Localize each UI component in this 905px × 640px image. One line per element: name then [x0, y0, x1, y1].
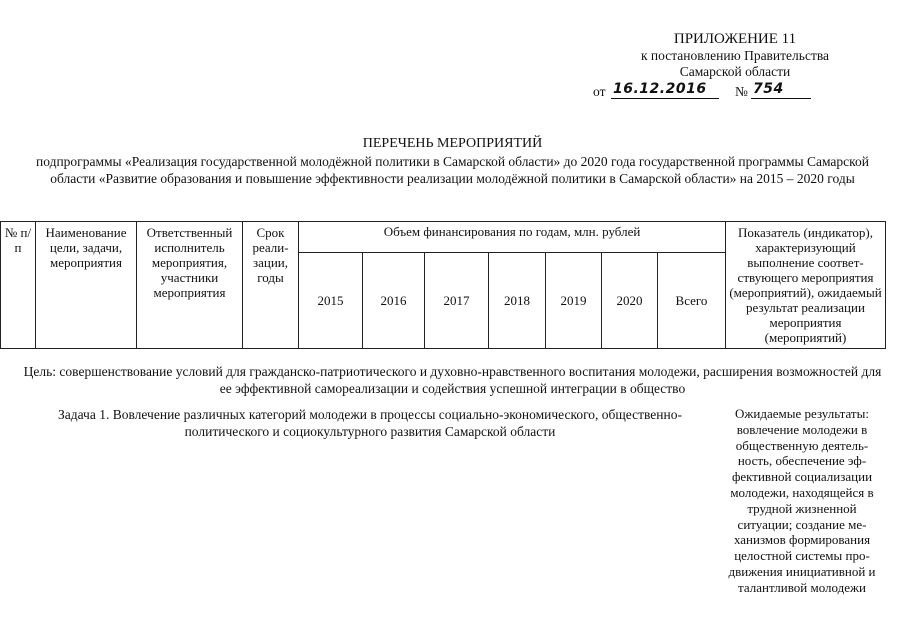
header-year-2017: 2017	[425, 253, 489, 349]
header-year-2020: 2020	[602, 253, 658, 349]
header-year-2019: 2019	[546, 253, 602, 349]
document-subtitle: подпрограммы «Реализация государственной молодёжной политики в Самарской области» до 2020 года государственной программы Самарской области «Развитие образования и повышение эффективности реализации молодёжной политики в Самарской области» на 2015 – 2020 годы	[36, 154, 869, 186]
header-total: Всего	[658, 253, 726, 349]
header-indicator: Показатель (индикатор), характеризующий выполнение соответ-ствующего мероприятия (мероприятий), ожидаемый результат реализации мероприятия (мероприятий)	[726, 222, 886, 349]
appendix-title: ПРИЛОЖЕНИЕ 11	[673, 31, 797, 47]
number-handwritten: 754	[751, 80, 811, 99]
header-financing: Объем финансирования по годам, млн. рублей	[299, 222, 726, 253]
task-text: Задача 1. Вовлечение различных категорий молодежи в процессы социально-экономического, общественно-политического и социокультурного развития Самарской области	[57, 407, 682, 439]
number-prefix: №	[735, 84, 748, 99]
appendix-region-line: Самарской области	[679, 64, 791, 79]
header-year-2015: 2015	[299, 253, 363, 349]
document-title: ПЕРЕЧЕНЬ МЕРОПРИЯТИЙ	[362, 136, 543, 151]
header-year-2016: 2016	[363, 253, 425, 349]
measures-table	[0, 221, 886, 349]
header-name: Наименование цели, задачи, мероприятия	[36, 222, 137, 349]
date-handwritten: 16.12.2016	[611, 80, 719, 99]
goal-text: Цель: совершенствование условий для гражданско-патриотического и духовно-нравственного воспитания молодежи, расширения возможностей для ее эффективной самореализации и содействия успешной интеграции в общество	[23, 364, 882, 396]
appendix-dateline	[593, 83, 893, 103]
appendix-block	[590, 30, 880, 80]
header-term: Срок реали-зации, годы	[243, 222, 299, 349]
appendix-resolution-line: к постановлению Правительства	[640, 48, 830, 63]
header-number: № п/п	[1, 222, 36, 349]
expected-results-text: Ожидаемые результаты: вовлечение молодежи в общественную деятель-ность, обеспечение эф-фективной социализации молодежи, находящейся в трудной жизненной ситуации; создание ме-ханизмов формирования целостной системы про-движения инициативной и талантливой молодежи	[728, 406, 876, 595]
header-executor: Ответственный исполнитель мероприятия, участники мероприятия	[137, 222, 243, 349]
header-year-2018: 2018	[489, 253, 546, 349]
date-prefix: от	[593, 84, 606, 99]
